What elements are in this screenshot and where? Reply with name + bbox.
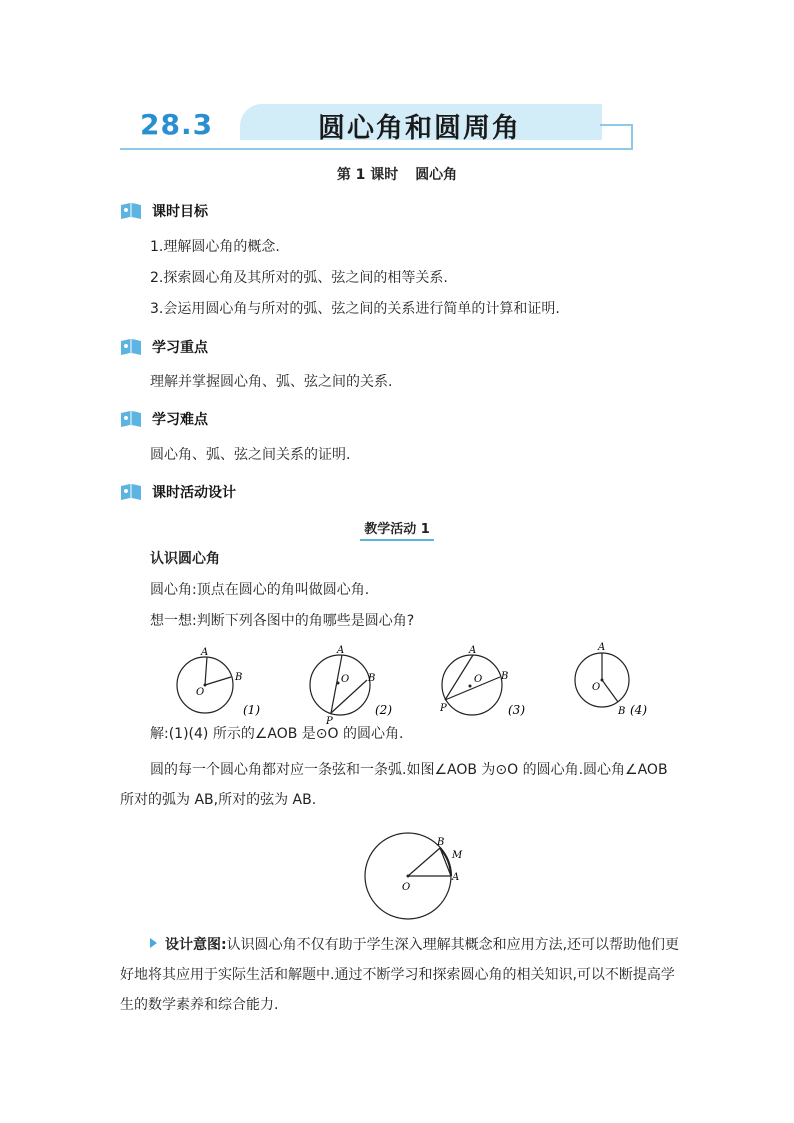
main-figure — [360, 828, 470, 928]
question-text: 想一想:判断下列各图中的角哪些是圆心角? — [150, 613, 415, 629]
lesson-part: 第 1 课时 — [336, 167, 399, 183]
section-title: 课时目标 — [152, 204, 208, 220]
activity-heading — [0, 518, 794, 541]
section-design — [120, 480, 236, 504]
point-label: A — [469, 645, 477, 656]
point-label: O — [592, 682, 601, 693]
difficulties-text: 圆心角、弧、弦之间关系的证明. — [150, 447, 351, 463]
figure-caption: (2) — [375, 703, 392, 717]
point-label: O — [402, 882, 411, 893]
paragraph-1: 圆的每一个圆心角都对应一条弦和一条弧.如图∠AOB 为⊙O 的圆心角.圆心角∠AOB 所对的弧为 AB,所对的弦为 AB. — [120, 762, 668, 808]
point-label: B — [437, 837, 445, 848]
chapter-number: 28.3 — [140, 108, 214, 141]
figure-1 — [177, 647, 260, 717]
book-icon — [120, 202, 142, 220]
goal-item: 1.理解圆心角的概念. — [150, 239, 280, 255]
point-label: O — [196, 687, 205, 698]
figure-4 — [575, 642, 647, 717]
point-label: B — [501, 671, 509, 682]
banner-underline — [120, 148, 633, 150]
figure-caption: (1) — [243, 703, 260, 717]
definition-text: 圆心角:顶点在圆心的角叫做圆心角. — [150, 582, 370, 598]
book-icon — [120, 483, 142, 501]
goal-item: 3.会运用圆心角与所对的弧、弦之间的关系进行简单的计算和证明. — [150, 301, 560, 317]
activity-label: 教学活动 1 — [360, 518, 434, 541]
figure-2 — [310, 645, 392, 725]
figure-caption: (4) — [630, 703, 647, 717]
section-difficulties — [120, 407, 208, 431]
point-label: M — [452, 850, 463, 861]
point-label: A — [598, 642, 606, 653]
key-points-text: 理解并掌握圆心角、弧、弦之间的关系. — [150, 374, 393, 390]
section-key-points — [120, 335, 208, 359]
design-intent — [120, 930, 680, 1020]
section-goals — [120, 199, 208, 223]
book-icon — [120, 410, 142, 428]
book-icon — [120, 338, 142, 356]
point-label: B — [235, 672, 243, 683]
point-label: P — [326, 716, 333, 725]
point-label: P — [440, 703, 447, 714]
section-title: 课时活动设计 — [152, 485, 236, 501]
lesson-title — [0, 164, 794, 184]
point-label: B — [618, 706, 626, 717]
intent-text: 认识圆心角不仅有助于学生深入理解其概念和应用方法,还可以帮助他们更好地将其应用于实际生活和解题中.通过不断学习和探索圆心角的相关知识,可以不断提高学生的数学素养和综合能力. — [120, 937, 680, 1013]
point-label: A — [452, 872, 460, 883]
point-label: B — [368, 673, 376, 684]
chapter-title: 圆心角和圆周角 — [318, 113, 521, 144]
answer-text: 解:(1)(4) 所示的∠AOB 是⊙O 的圆心角. — [150, 726, 404, 742]
figures-row — [160, 640, 680, 725]
point-label: A — [337, 645, 345, 656]
figure-caption: (3) — [508, 703, 525, 717]
goal-item: 2.探索圆心角及其所对的弧、弦之间的相等关系. — [150, 270, 448, 286]
point-label: A — [201, 647, 209, 658]
intent-label: 设计意图: — [165, 937, 227, 953]
section-title: 学习重点 — [152, 340, 208, 356]
point-label: O — [341, 674, 350, 685]
triangle-arrow-icon — [150, 938, 157, 948]
activity-subtitle: 认识圆心角 — [150, 551, 220, 567]
section-title: 学习难点 — [152, 412, 208, 428]
point-label: O — [474, 674, 483, 685]
banner-bracket — [600, 124, 633, 150]
lesson-topic: 圆心角 — [415, 167, 458, 183]
figure-3 — [439, 645, 525, 717]
